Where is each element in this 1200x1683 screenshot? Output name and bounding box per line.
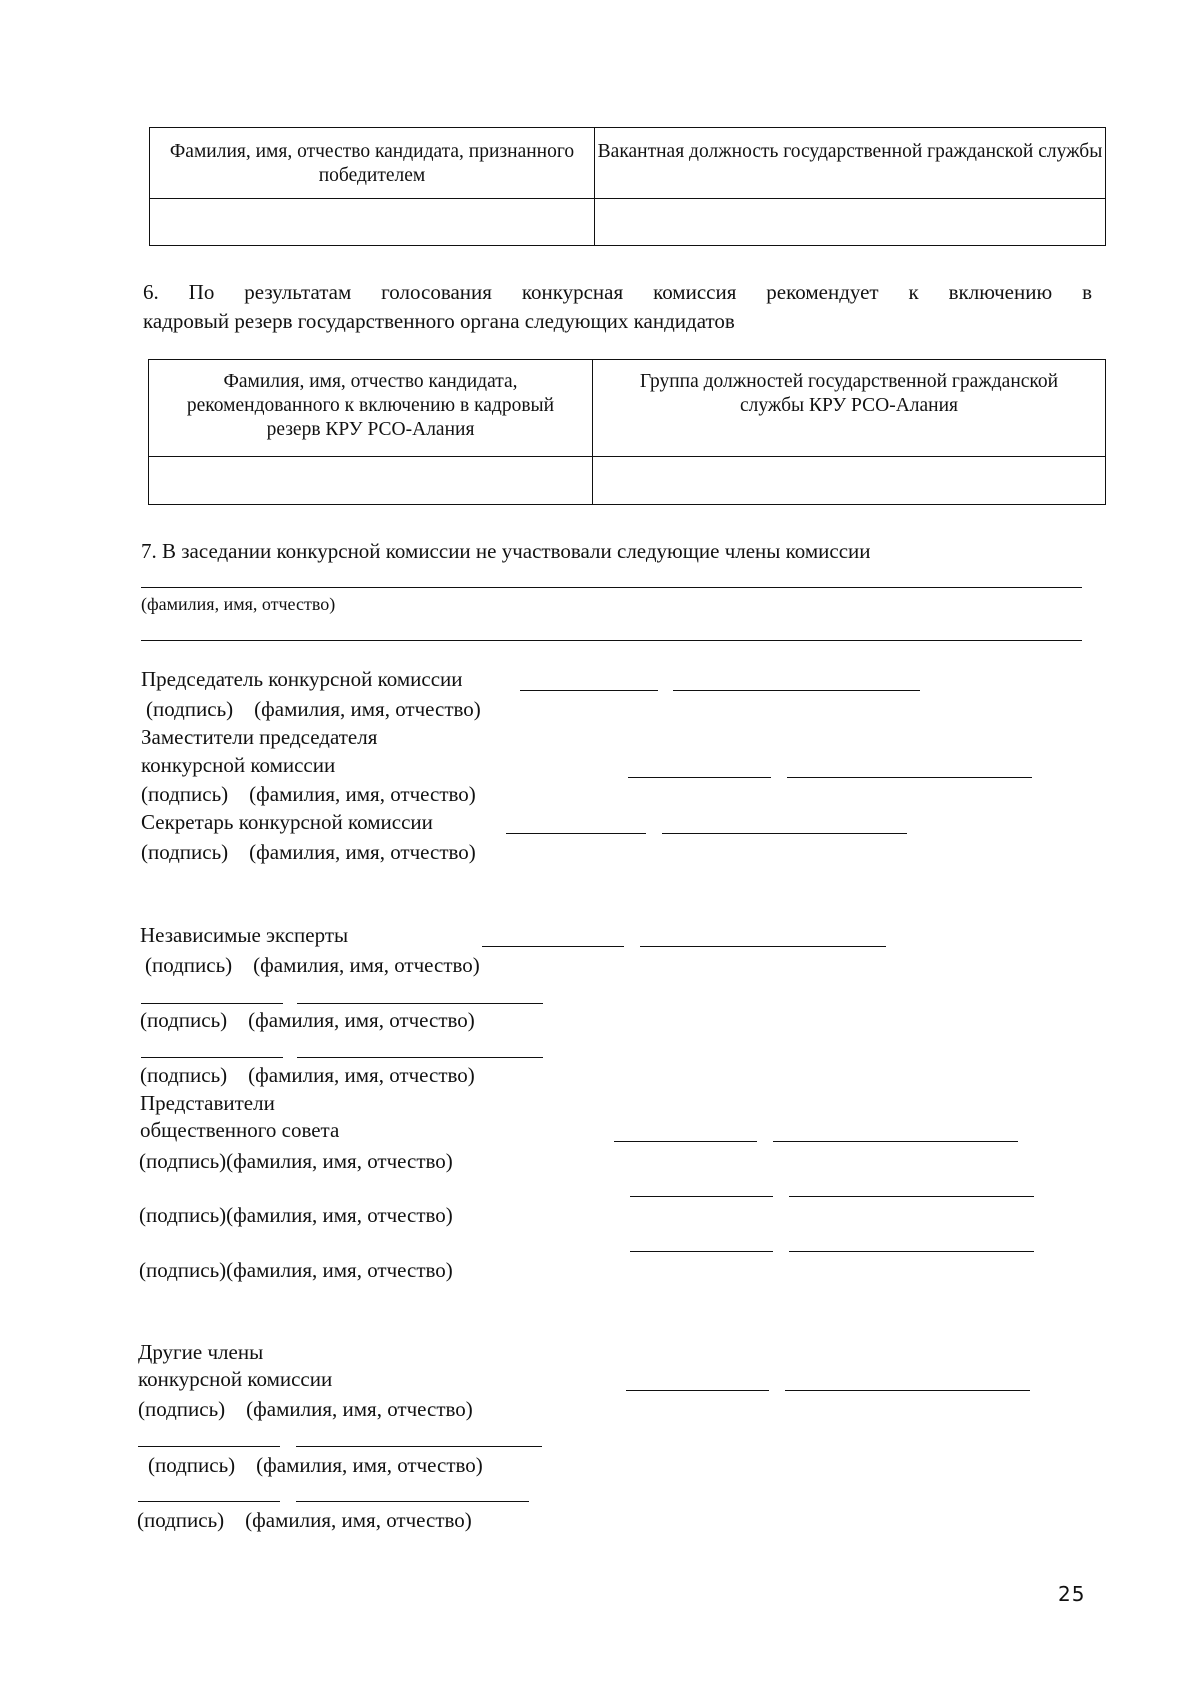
absent-members-line-1 <box>141 587 1082 588</box>
other-members-caption-3: (подпись) (фамилия, имя, отчество) <box>137 1508 472 1532</box>
experts-name-line-1 <box>640 946 886 947</box>
public-council-label-1: Представители <box>140 1091 275 1115</box>
secretary-label: Секретарь конкурсной комиссии <box>141 810 433 834</box>
reserve-table-header-group: Группа должностей государственной гражданской службы КРУ РСО-Алания <box>593 360 1106 457</box>
experts-caption-3: (подпись) (фамилия, имя, отчество) <box>140 1063 475 1087</box>
absent-members-line-2 <box>141 640 1082 641</box>
chairman-signature-line <box>520 690 658 691</box>
winner-table-cell-name <box>150 199 595 246</box>
chairman-name-line <box>673 690 920 691</box>
public-council-caption-2: (подпись)(фамилия, имя, отчество) <box>139 1203 453 1227</box>
secretary-caption: (подпись) (фамилия, имя, отчество) <box>141 840 476 864</box>
page-number: 25 <box>1058 1582 1086 1606</box>
other-members-label-2: конкурсной комиссии <box>138 1367 333 1391</box>
experts-signature-line-3 <box>141 1057 283 1058</box>
deputies-caption: (подпись) (фамилия, имя, отчество) <box>141 782 476 806</box>
reserve-table <box>148 359 1106 505</box>
experts-signature-line-1 <box>482 946 624 947</box>
experts-caption-2: (подпись) (фамилия, имя, отчество) <box>140 1008 475 1032</box>
public-council-name-line-3 <box>789 1251 1034 1252</box>
other-members-label-1: Другие члены <box>138 1340 264 1364</box>
section7-text: 7. В заседании конкурсной комиссии не участвовали следующие члены комиссии <box>141 539 871 563</box>
winner-table <box>149 127 1106 246</box>
other-members-caption-2: (подпись) (фамилия, имя, отчество) <box>148 1453 483 1477</box>
absent-members-caption: (фамилия, имя, отчество) <box>141 594 336 614</box>
public-council-name-line-2 <box>789 1196 1034 1197</box>
public-council-signature-line-2 <box>630 1196 773 1197</box>
other-members-signature-line-3 <box>138 1501 280 1502</box>
secretary-name-line <box>662 833 907 834</box>
public-council-signature-line-3 <box>630 1251 773 1252</box>
winner-table-cell-position <box>595 199 1106 246</box>
public-council-name-line-1 <box>773 1141 1018 1142</box>
experts-name-line-2 <box>297 1003 543 1004</box>
winner-table-header-name: Фамилия, имя, отчество кандидата, признанного победителем <box>150 128 595 199</box>
other-members-name-line-1 <box>785 1390 1030 1391</box>
other-members-signature-line-1 <box>626 1390 769 1391</box>
experts-caption-1: (подпись) (фамилия, имя, отчество) <box>145 953 480 977</box>
other-members-name-line-3 <box>296 1501 529 1502</box>
section6-line2: кадровый резерв государственного органа следующих кандидатов <box>143 309 735 333</box>
chairman-caption: (подпись) (фамилия, имя, отчество) <box>146 697 481 721</box>
deputies-label-1: Заместители председателя <box>141 725 378 749</box>
other-members-name-line-2 <box>296 1446 542 1447</box>
experts-name-line-3 <box>297 1057 543 1058</box>
secretary-signature-line <box>506 833 646 834</box>
deputies-name-line <box>787 777 1032 778</box>
deputies-label-2: конкурсной комиссии <box>141 753 336 777</box>
experts-label: Независимые эксперты <box>140 923 349 947</box>
deputies-signature-line <box>628 777 771 778</box>
chairman-label: Председатель конкурсной комиссии <box>141 667 463 691</box>
reserve-table-cell-group <box>593 457 1106 505</box>
public-council-caption-3: (подпись)(фамилия, имя, отчество) <box>139 1258 453 1282</box>
other-members-caption-1: (подпись) (фамилия, имя, отчество) <box>138 1397 473 1421</box>
section6-line1: 6. По результатам голосования конкурсная комиссия рекомендует к включению в <box>143 280 1092 304</box>
winner-table-header-position: Вакантная должность государственной гражданской службы <box>595 128 1106 199</box>
public-council-label-2: общественного совета <box>140 1118 340 1142</box>
other-members-signature-line-2 <box>138 1446 280 1447</box>
public-council-caption-1: (подпись)(фамилия, имя, отчество) <box>139 1149 453 1173</box>
reserve-table-cell-name <box>149 457 593 505</box>
experts-signature-line-2 <box>141 1003 283 1004</box>
public-council-signature-line-1 <box>614 1141 757 1142</box>
reserve-table-header-name: Фамилия, имя, отчество кандидата, рекомендованного к включению в кадровый резерв КРУ РСО-Алания <box>149 360 593 457</box>
